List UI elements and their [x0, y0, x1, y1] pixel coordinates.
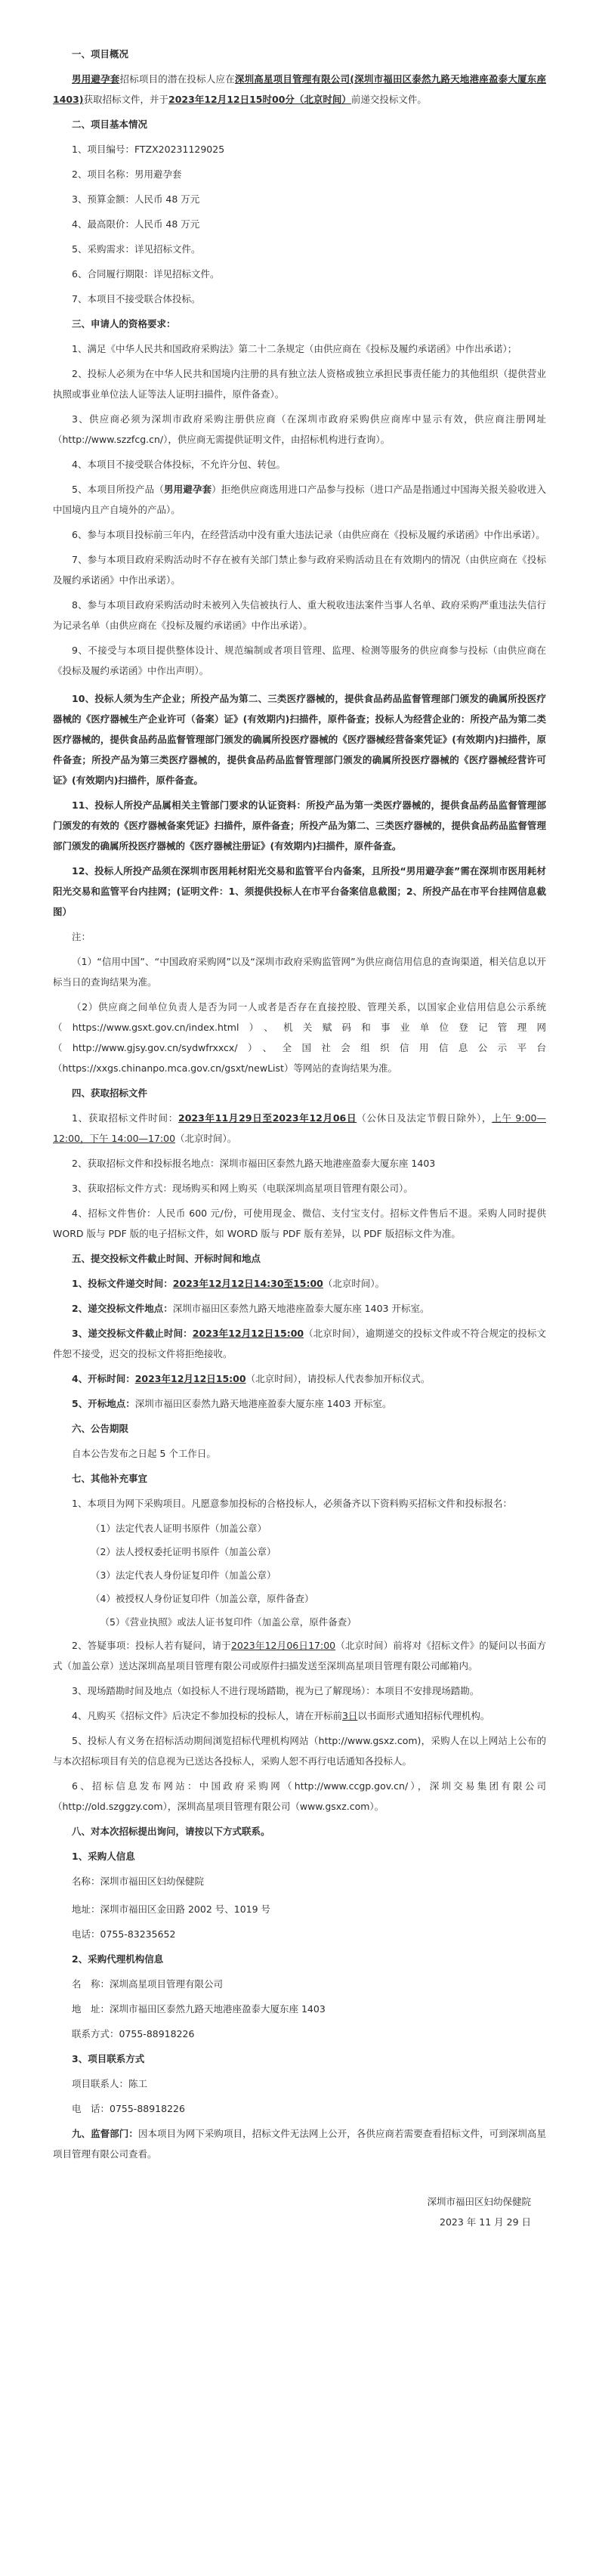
- purchaser-info-title: 1、采购人信息: [72, 1851, 135, 1862]
- qualification-item-5: [53, 479, 546, 520]
- submission-time-value: 2023年12月12日14:30至15:00: [172, 1278, 323, 1289]
- qualification-item: 3、供应商必须为深圳市政府采购注册供应商（在深圳市政府采购供应商库中显示有效，供应商注册网址（http://www.szzfcg.cn/），供应商无需提供证明文件，由招标机构进行查询）。: [53, 413, 546, 445]
- qualification-item: 7、参与本项目政府采购活动时不存在被有关部门禁止参与政府采购活动且在有效期内的情况（由供应商在《投标及履约承诺函》中作出承诺）。: [53, 554, 546, 586]
- overview-text-1: 招标项目的潜在投标人应在: [119, 73, 235, 85]
- section-2-title: 二、项目基本情况: [72, 119, 148, 130]
- q5-product: 男用避孕套: [163, 484, 212, 495]
- project-contact-title: 3、项目联系方式: [72, 2053, 145, 2064]
- opening-time-value: 2023年12月12日15:00: [134, 1373, 246, 1384]
- section-3-title: 三、申请人的资格要求：: [72, 318, 176, 329]
- purchaser-info-line: 地址：深圳市福田区金田路 2002 号、1019 号: [72, 1903, 271, 1915]
- project-contact-line: 电 话：0755-88918226: [72, 2103, 185, 2114]
- acquisition-method: 3、获取招标文件方式：现场购买和网上购买（电联深圳高星项目管理有限公司）。: [72, 1183, 413, 1194]
- acq-holiday-note: （公休日及法定节假日除外），: [357, 1112, 492, 1124]
- required-doc-item: （4）被授权人身份证复印件（加盖公章，原件备查）: [91, 1593, 314, 1604]
- note-label: 注：: [72, 931, 91, 942]
- basic-info-item: 7、本项目不接受联合体投标。: [72, 293, 201, 305]
- opening-time-note: （北京时间），请投标人代表参加开标仪式。: [245, 1373, 431, 1384]
- opening-time: [53, 1368, 546, 1389]
- submission-time: [53, 1273, 546, 1294]
- acquisition-time: [53, 1108, 546, 1149]
- basic-info-item: 3、预算金额：人民币 48 万元: [72, 193, 200, 205]
- supervision: [53, 2123, 546, 2164]
- supervision-text: 因本项目为网下采购项目，招标文件无法网上公开，各供应商若需要查看招标文件，可到深圳高星项目管理有限公司查看。: [53, 2128, 546, 2160]
- submission-tz: （北京时间）。: [323, 1278, 385, 1289]
- qa-text-2: （北京时间）前将对《招标文件》的疑问以书面方式（加盖公章）送达深圳高星项目管理有限公司或原件扫描发送至深圳高星项目管理有限公司邮箱内。: [53, 1640, 546, 1671]
- qualification-item-10: 10、投标人须为生产企业；所投产品为第二、三类医疗器械的，提供食品药品监督管理部门颁发的确属所投医疗器械的《医疗器械生产企业许可（备案）证》(有效期内)扫描件，原件备查；投标人为经营企业的：所投产品为第二类医疗器械的，提供食品药品监督管理部门颁发的确属所投医疗器械的《医疗器械经营备案凭证》(有效期内)扫描件，原件备查；所投产品为第三类医疗器械的，提供食品药品监督管理部门颁发的确属所投医疗器械的《医疗器械经营许可证》(有效期内)扫描件，原件备查。: [53, 693, 546, 786]
- supplement-3: 3、现场踏勘时间及地点（如投标人不进行现场踏勘，视为已了解现场）：本项目不安排现场踏勘。: [72, 1685, 480, 1696]
- acq-hours: 上午 9:00—12:00，下午 14:00—17:00: [53, 1112, 546, 1144]
- basic-info-item: 4、最高限价：人民币 48 万元: [72, 218, 200, 230]
- required-doc-item: （2）法人授权委托证明书原件（加盖公章）: [91, 1546, 276, 1557]
- overview-text-3: 前递交投标文件。: [350, 94, 427, 105]
- qualification-item: 8、参与本项目政府采购活动时未被列入失信被执行人、重大税收违法案件当事人名单、政府采购严重违法失信行为记录名单（由供应商在《投标及履约承诺函》中作出承诺）。: [53, 599, 546, 631]
- submission-time-label: 1、投标文件递交时间：: [72, 1278, 173, 1289]
- withdraw-text-1: 4、凡购买《招标文件》后决定不参加投标的投标人，请在开标前: [72, 1710, 342, 1721]
- supplement-6: 6、招标信息发布网站：中国政府采购网（http://www.ccgp.gov.cn/），深圳交易集团有限公司（http://old.szggzy.com），深圳高星项目管理有限公司（www.gsxz.com）。: [53, 1780, 546, 1812]
- qa-text-1: 2、答疑事项：投标人若有疑问，请于: [72, 1640, 231, 1651]
- basic-info-item: 2、项目名称：男用避孕套: [72, 169, 182, 180]
- supplement-2: [53, 1635, 546, 1676]
- section-4-title: 四、获取招标文件: [72, 1087, 148, 1099]
- supplement-1: 1、本项目为网下采购项目。凡愿意参加投标的合格投标人，必须备齐以下资料购买招标文件和投标报名：: [72, 1498, 512, 1509]
- agency-info-title: 2、采购代理机构信息: [72, 1953, 164, 1965]
- qualification-item: 1、满足《中华人民共和国政府采购法》第二十二条规定（由供应商在《投标及履约承诺函》中作出承诺）；: [72, 343, 517, 354]
- document-price: 4、招标文件售价：人民币 600 元/份，可使用现金、微信、支付宝支付。招标文件售后不退。采购人同时提供 WORD 版与 PDF 版的电子招标文件，如 WORD 版与 PDF 版有差异，以 PDF 版招标文件为准。: [53, 1208, 546, 1239]
- supervision-label: 九、监督部门：: [72, 2128, 138, 2139]
- required-doc-item: （5）《营业执照》或法人证书复印件（加盖公章，原件备查）: [100, 1616, 357, 1628]
- acq-date-range: 2023年11月29日至2023年12月06日: [178, 1112, 357, 1124]
- deadline-label: 3、递交投标文件截止时间：: [72, 1328, 193, 1339]
- basic-info-item: 6、合同履行期限：详见招标文件。: [72, 268, 220, 280]
- q5-text-1: 5、本项目所投产品（: [72, 484, 164, 495]
- supplement-4: [53, 1705, 546, 1726]
- supplement-5: 5、投标人有义务在招标活动期间浏览招标代理机构网站（http://www.gsxz.com)，采购人在以上网站上公布的与本次招标项目有关的信息视为已送达各投标人，采购人恕不再行电话通知各投标人。: [53, 1735, 546, 1767]
- qualification-item-12: 12、投标人所投产品须在深圳市医用耗材阳光交易和监管平台内备案，且所投“男用避孕套”需在深圳市医用耗材阳光交易和监管平台内挂网；(证明文件：1、须提供投标人在市平台备案信息截图；2、所投产品在市平台挂网信息截图）: [53, 865, 546, 917]
- submission-deadline: [53, 1323, 546, 1364]
- qualification-item: 2、投标人必须为在中华人民共和国境内注册的具有独立法人资格或独立承担民事责任能力的其他组织（提供营业执照或事业单位法人证等法人证明扫描件，原件备查）。: [53, 368, 546, 400]
- section-6-title: 六、公告期限: [72, 1423, 129, 1434]
- acq-time-label: 1、获取招标文件时间：: [72, 1112, 179, 1124]
- submission-location-value: 深圳市福田区泰然九路天地港座盈泰大厦东座 1403 开标室。: [172, 1303, 430, 1314]
- qualification-item: 6、参与本项目投标前三年内，在经营活动中没有重大违法记录（由供应商在《投标及履约承诺函》中作出承诺）。: [72, 529, 545, 540]
- opening-time-label: 4、开标时间：: [72, 1373, 135, 1384]
- deadline-note: （北京时间），逾期递交的投标文件或不符合规定的投标文件恕不接受，迟交的投标文件将拒绝接收。: [53, 1328, 546, 1359]
- agency-name: 名 称：深圳高星项目管理有限公司: [72, 1978, 224, 1990]
- withdraw-days: 3日: [341, 1710, 358, 1721]
- deadline-value: 2023年12月12日15:00: [192, 1328, 304, 1339]
- project-contact-line: 项目联系人：陈工: [72, 2078, 148, 2089]
- opening-location: [53, 1393, 546, 1414]
- withdraw-text-2: 以书面形式通知招标代理机构。: [357, 1710, 490, 1721]
- note-2: （2）供应商之间单位负责人是否为同一人或者是否存在直接控股、管理关系，以国家企业信用信息公示系统（https://www.gsxt.gov.cn/index.html）、机关赋码和事业单位登记管理网（http://www.gjsy.gov.cn/sydwfrxxcx/）、全国社会组织信用信息公示平台（https://xxgs.chinanpo.mca.gov.cn/gsxt/newList）等网站的查询结果为准。: [53, 1001, 546, 1074]
- opening-location-value: 深圳市福田区泰然九路天地港座盈泰大厦东座 1403 开标室。: [134, 1398, 392, 1409]
- bid-deadline: 2023年12月12日15时00分（北京时间）: [168, 94, 351, 105]
- note-1: （1）“信用中国”、“中国政府采购网”以及“深圳市政府采购监管网”为供应商信用信息的查询渠道，相关信息以开标当日的查询结果为准。: [53, 956, 546, 988]
- agency-address: 地 址：深圳市福田区泰然九路天地港座盈泰大厦东座 1403: [72, 2003, 326, 2015]
- acquisition-location: 2、获取招标文件和投标报名地点：深圳市福田区泰然九路天地港座盈泰大厦东座 1403: [72, 1158, 436, 1169]
- submission-location-label: 2、递交投标文件地点：: [72, 1303, 173, 1314]
- section-5-title: 五、提交投标文件截止时间、开标时间和地点: [72, 1253, 261, 1264]
- qa-deadline: 2023年12月06日17:00: [230, 1640, 336, 1651]
- acq-tz: （北京时间）。: [175, 1133, 237, 1144]
- acquisition-location: 深圳高星项目管理有限公司(深圳市福田区泰然九路天地港座盈泰大厦东座1403): [53, 73, 546, 105]
- signature-date: 2023 年 11 月 29 日: [440, 2216, 531, 2228]
- section-1-title: 一、项目概况: [72, 48, 129, 60]
- qualification-item: 4、本项目不接受联合体投标，不允许分包、转包。: [72, 459, 286, 470]
- signature-org: 深圳市福田区妇幼保健院: [427, 2196, 531, 2207]
- qualification-item-11: 11、投标人所投产品属相关主管部门要求的认证资料：所投产品为第一类医疗器械的，提供食品药品监督管理部门颁发的有效的《医疗器械备案凭证》扫描件，原件备查；所投产品为第二、三类医疗器械的，提供食品药品监督管理部门颁发的确属所投医疗器械的《医疗器械注册证》(有效期内)扫描件，原件备查。: [53, 799, 546, 852]
- basic-info-item: 5、采购需求：详见招标文件。: [72, 243, 201, 255]
- announcement-period: 自本公告发布之日起 5 个工作日。: [72, 1448, 216, 1459]
- purchaser-info-line: 电话：0755-83235652: [72, 1928, 176, 1940]
- q5-text-2: ）拒绝供应商选用进口产品参与投标（进口产品是指通过中国海关报关验收进入中国境内且产自境外的产品）。: [53, 484, 546, 515]
- overview-text-2: 获取招标文件，并于: [83, 94, 169, 105]
- section-8-title: 八、对本次招标提出询问，请按以下方式联系。: [72, 1826, 270, 1837]
- required-doc-item: （1）法定代表人证明书原件（加盖公章）: [91, 1523, 267, 1534]
- purchaser-info-line: 名称：深圳市福田区妇幼保健院: [72, 1876, 205, 1887]
- opening-location-label: 5、开标地点：: [72, 1398, 135, 1409]
- section-7-title: 七、其他补充事宜: [72, 1473, 148, 1484]
- qualification-item: 9、不接受与本项目提供整体设计、规范编制或者项目管理、监理、检测等服务的供应商参与投标（由供应商在《投标及履约承诺函》中作出声明）。: [53, 645, 546, 676]
- required-doc-item: （3）法定代表人身份证复印件（加盖公章）: [91, 1569, 276, 1581]
- project-name-underlined: 男用避孕套: [72, 73, 120, 85]
- agency-phone: 联系方式：0755-88918226: [72, 2028, 195, 2039]
- basic-info-item: 1、项目编号：FTZX20231129025: [72, 144, 225, 155]
- project-overview: [53, 69, 546, 110]
- submission-location: [53, 1298, 546, 1319]
